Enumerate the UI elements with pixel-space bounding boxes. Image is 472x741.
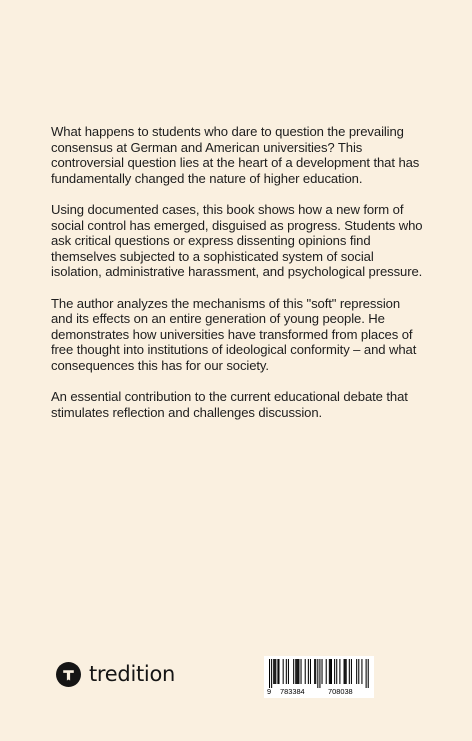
barcode-bar bbox=[278, 659, 279, 684]
barcode-bar bbox=[296, 659, 297, 684]
barcode-bar bbox=[274, 659, 275, 684]
barcode-bar bbox=[326, 659, 327, 684]
blurb-paragraph-2: Using documented cases, this book shows how a new form of social control has emerged, disguised as progress. Students who ask critical questions or express dissenting opinions find themselves subjected to a sophisticated system of social isolation, administrative harassment, and psychological pressure. bbox=[51, 201, 423, 280]
barcode-bar bbox=[356, 659, 357, 684]
barcode-bar bbox=[345, 659, 346, 684]
blurb-paragraph-1: What happens to students who dare to question the prevailing consensus at German and American universities? This controversial question lies at the heart of a development that has fundamentally changed the nature of higher education. bbox=[51, 124, 420, 186]
barcode-bar bbox=[319, 659, 320, 688]
barcode-bar bbox=[314, 659, 315, 684]
barcode-bar bbox=[297, 659, 298, 684]
barcode-bar bbox=[308, 659, 309, 684]
publisher-logo bbox=[56, 661, 175, 687]
isbn-barcode bbox=[264, 656, 374, 698]
barcode-bar bbox=[277, 659, 278, 684]
barcode-bar bbox=[329, 659, 330, 684]
publisher-name: tredition bbox=[89, 662, 176, 686]
barcode-bar bbox=[334, 659, 335, 684]
barcode-digits bbox=[264, 687, 374, 697]
barcode-bar bbox=[339, 659, 340, 684]
blurb-paragraph-3: The author analyzes the mechanisms of this "soft" repression and its effects on an entire generation of young people. He demonstrates how universities have transformed from places of free thought into institutions of ideological conformity – and what consequences this has for our society. bbox=[51, 295, 417, 373]
barcode-bar bbox=[322, 659, 323, 684]
barcode-bar bbox=[275, 659, 276, 684]
blurb-paragraph-4: An essential contribution to the current educational debate that stimulates reflection and challenges discussion. bbox=[51, 389, 408, 420]
back-cover-blurb bbox=[51, 124, 423, 436]
barcode-bar bbox=[346, 659, 347, 684]
barcode-bar bbox=[269, 659, 270, 688]
barcode-bar bbox=[317, 659, 318, 688]
barcode-bar bbox=[315, 659, 316, 684]
barcode-bar bbox=[344, 659, 345, 684]
barcode-bar bbox=[368, 659, 369, 688]
barcode-bar bbox=[330, 659, 331, 684]
barcode-first-digit: 9 bbox=[267, 687, 272, 696]
barcode-bar bbox=[301, 659, 302, 684]
barcode-bar bbox=[336, 659, 337, 684]
barcode-bar bbox=[293, 659, 294, 684]
tredition-logo-icon bbox=[56, 662, 81, 687]
barcode-bar bbox=[351, 659, 352, 684]
barcode-bar bbox=[271, 659, 272, 688]
barcode-bar bbox=[361, 659, 362, 684]
barcode-bar bbox=[331, 659, 332, 684]
barcode-bars bbox=[268, 659, 370, 688]
barcode-bar bbox=[298, 659, 299, 684]
barcode-bar bbox=[273, 659, 274, 684]
barcode-bar bbox=[283, 659, 284, 684]
barcode-bar bbox=[286, 659, 287, 684]
barcode-bar bbox=[305, 659, 306, 684]
barcode-left-digits: 783384 bbox=[280, 687, 305, 696]
barcode-bar bbox=[310, 659, 311, 684]
barcode-bar bbox=[366, 659, 367, 688]
barcode-bar bbox=[358, 659, 359, 684]
barcode-bar bbox=[295, 659, 296, 684]
barcode-bar bbox=[349, 659, 350, 684]
barcode-bar bbox=[288, 659, 289, 684]
barcode-right-digits: 708038 bbox=[328, 687, 353, 696]
